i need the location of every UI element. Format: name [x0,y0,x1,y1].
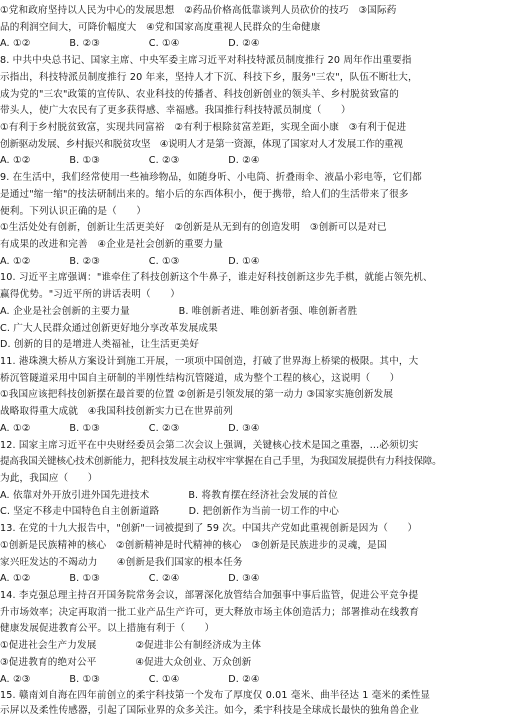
answer-choices: A. ①② B. ①③ C. ②③ D. ③④ [0,422,260,434]
question-9: 9. 在生活中，我们经常使用一些袖珍物品，如随身听、小电筒、折叠雨伞、液晶小彩电等，它们都 [0,172,422,184]
text-line: 有成果的改进和完善 ④企业是社会创新的重要力量 [0,239,224,250]
text-line: 战略取得重大成就 ④我国科技创新实力已在世界前列 [0,406,233,418]
text-line: 品的利润空间大，可降价幅度大 ④党和国家高度重视人民群众的生命健康 [0,21,321,33]
question-13: 13. 在党的十九大报告中，"创新"一词被提到了 59 次。中国共产党如此重视创新是因为（ ） [0,523,418,535]
text-line: 赢得优势。"习近平所的讲话表明（ ） [0,289,180,301]
text-line: 家兴旺发达的不竭动力 ④创新是我们国家的根本任务 [0,556,243,568]
text-line: 便利。下列认识正确的是（ ） [0,205,147,217]
text-line: 带头人，使广大农民有了更多获得感、幸福感。我国推行科技特派员制度（ ） [0,105,351,117]
answer-choices: A. 企业是社会创新的主要力量 B. 唯创新者进、唯创新者强、唯创新者胜 [0,305,358,317]
text-line: 提高我国关键核心技术创新能力，把科技发展主动权牢牢掌握在自己手里，为我国发展提供有力科技保障。 [0,456,442,468]
answer-choices: A. ①② B. ②③ C. ①④ D. ②④ [0,38,260,50]
answer-choices: A. 依靠对外开放引进外国先进技术 B. 将教育摆在经济社会发展的首位 [0,489,338,501]
text-line: ①我国应该把科技创新摆在最首要的位置 ②创新是引领发展的第一动力 ③国家实施创新发展 [0,389,394,401]
question-11: 11. 港珠澳大桥从方案设计到施工开展，一项项中国创造，打破了世界海上桥梁的极限。其中，大 [0,356,419,367]
text-line: ①促进社会生产力发展 ②促进非公有制经济成为主体 [0,640,262,652]
text-line: 示屏以及柔性传感器，引起了国际业界的众多关注。如今，柔宇科技是全球成长最快的独角兽企业 [0,705,419,716]
question-8: 8. 中共中央总书记、国家主席、中央军委主席习近平对科技特派员制度推行 20 周年作出重要指 [0,55,412,67]
text-line: 是通过"缩一缩"的技法研制出来的。缩小后的东西体积小，便于携带，给人们的生活带来了很多 [0,188,409,200]
text-line: 桥沉管隧道采用中国自主研制的半刚性结构沉管隧道，成为整个工程的核心，这说明（ ） [0,372,400,384]
answer-choice: C. 广大人民群众通过创新更好地分享改革发展成果 [0,322,218,334]
text-line: ③促进教育的绝对公平 ④促进大众创业、万众创新 [0,656,252,668]
answer-choices: C. 坚定不移走中国特色自主创新道路 D. 把创新作为当前一切工作的中心 [0,506,339,518]
answer-choices: A. ①② B. ①③ C. ②③ D. ②④ [0,155,260,167]
text-line: 升市场效率；决定再取消一批工业产品生产许可，更大释放市场主体创造活力；部署推动在线教育 [0,606,419,618]
answer-choices: A. ①② B. ②③ C. ①③ D. ①④ [0,255,260,267]
text-line: ①有利于乡村脱贫致富，实现共同富裕 ②有利于根除贫富差距，实现全面小康 ③有利于促进 [0,122,407,133]
text-line: ①创新是民族精神的核心 ②创新精神是时代精神的核心 ③创新是民族进步的灵魂，是国 [0,539,387,551]
text-line: 创新驱动发展、乡村振兴和脱贫攻坚 ④说明人才是第一资源，体现了国家对人才发展工作的重视 [0,138,403,150]
question-15: 15. 赣南刘自海在四年前创立的柔宇科技第一个发布了厚度仅 0.01 毫米、曲半径达 1 毫米的柔性显 [0,690,431,702]
text-line: ①党和政府坚持以人民为中心的发展思想 ②药品价格高低靠谈判人员砍价的技巧 ③国际药 [0,5,397,16]
answer-choice: D. 创新的目的是增进人类福祉，让生活更美好 [0,339,200,351]
answer-choices: A. ②③ B. ①③ C. ①④ D. ②④ [0,673,260,685]
text-line: ①生活处处有创新，创新让生活更美好 ②创新是从无到有的创造发明 ③创新可以是对已 [0,222,387,234]
question-10: 10. 习近平主席强调："谁牵住了科技创新这个牛鼻子，谁走好科技创新这步先手棋，就能占领先机、 [0,272,433,284]
question-14: 14. 李克强总理主持召开国务院常务会议，部署深化放管结合加强事中事后监管，促进公平竞争提 [0,590,419,601]
text-line: 成为党的"三农"政策的宣传队、农业科技的传播者、科技创新创业的领头羊、乡村脱贫致富的 [0,88,399,100]
question-12: 12. 国家主席习近平在中央财经委员会第二次会议上强调，关键核心技术是国之重器，…必须切实 [0,439,419,451]
text-line: 示指出，科技特派员制度推行 20 年来，坚持人才下沉、科技下乡，服务"三农"，队伍不断壮大， [0,71,418,83]
text-line: 健康发展促进教育公平。以上措施有利于（ ） [0,623,215,635]
answer-choices: A. ①② B. ①③ C. ②④ D. ③④ [0,573,260,585]
text-line: 为此，我国应（ ） [0,473,98,484]
